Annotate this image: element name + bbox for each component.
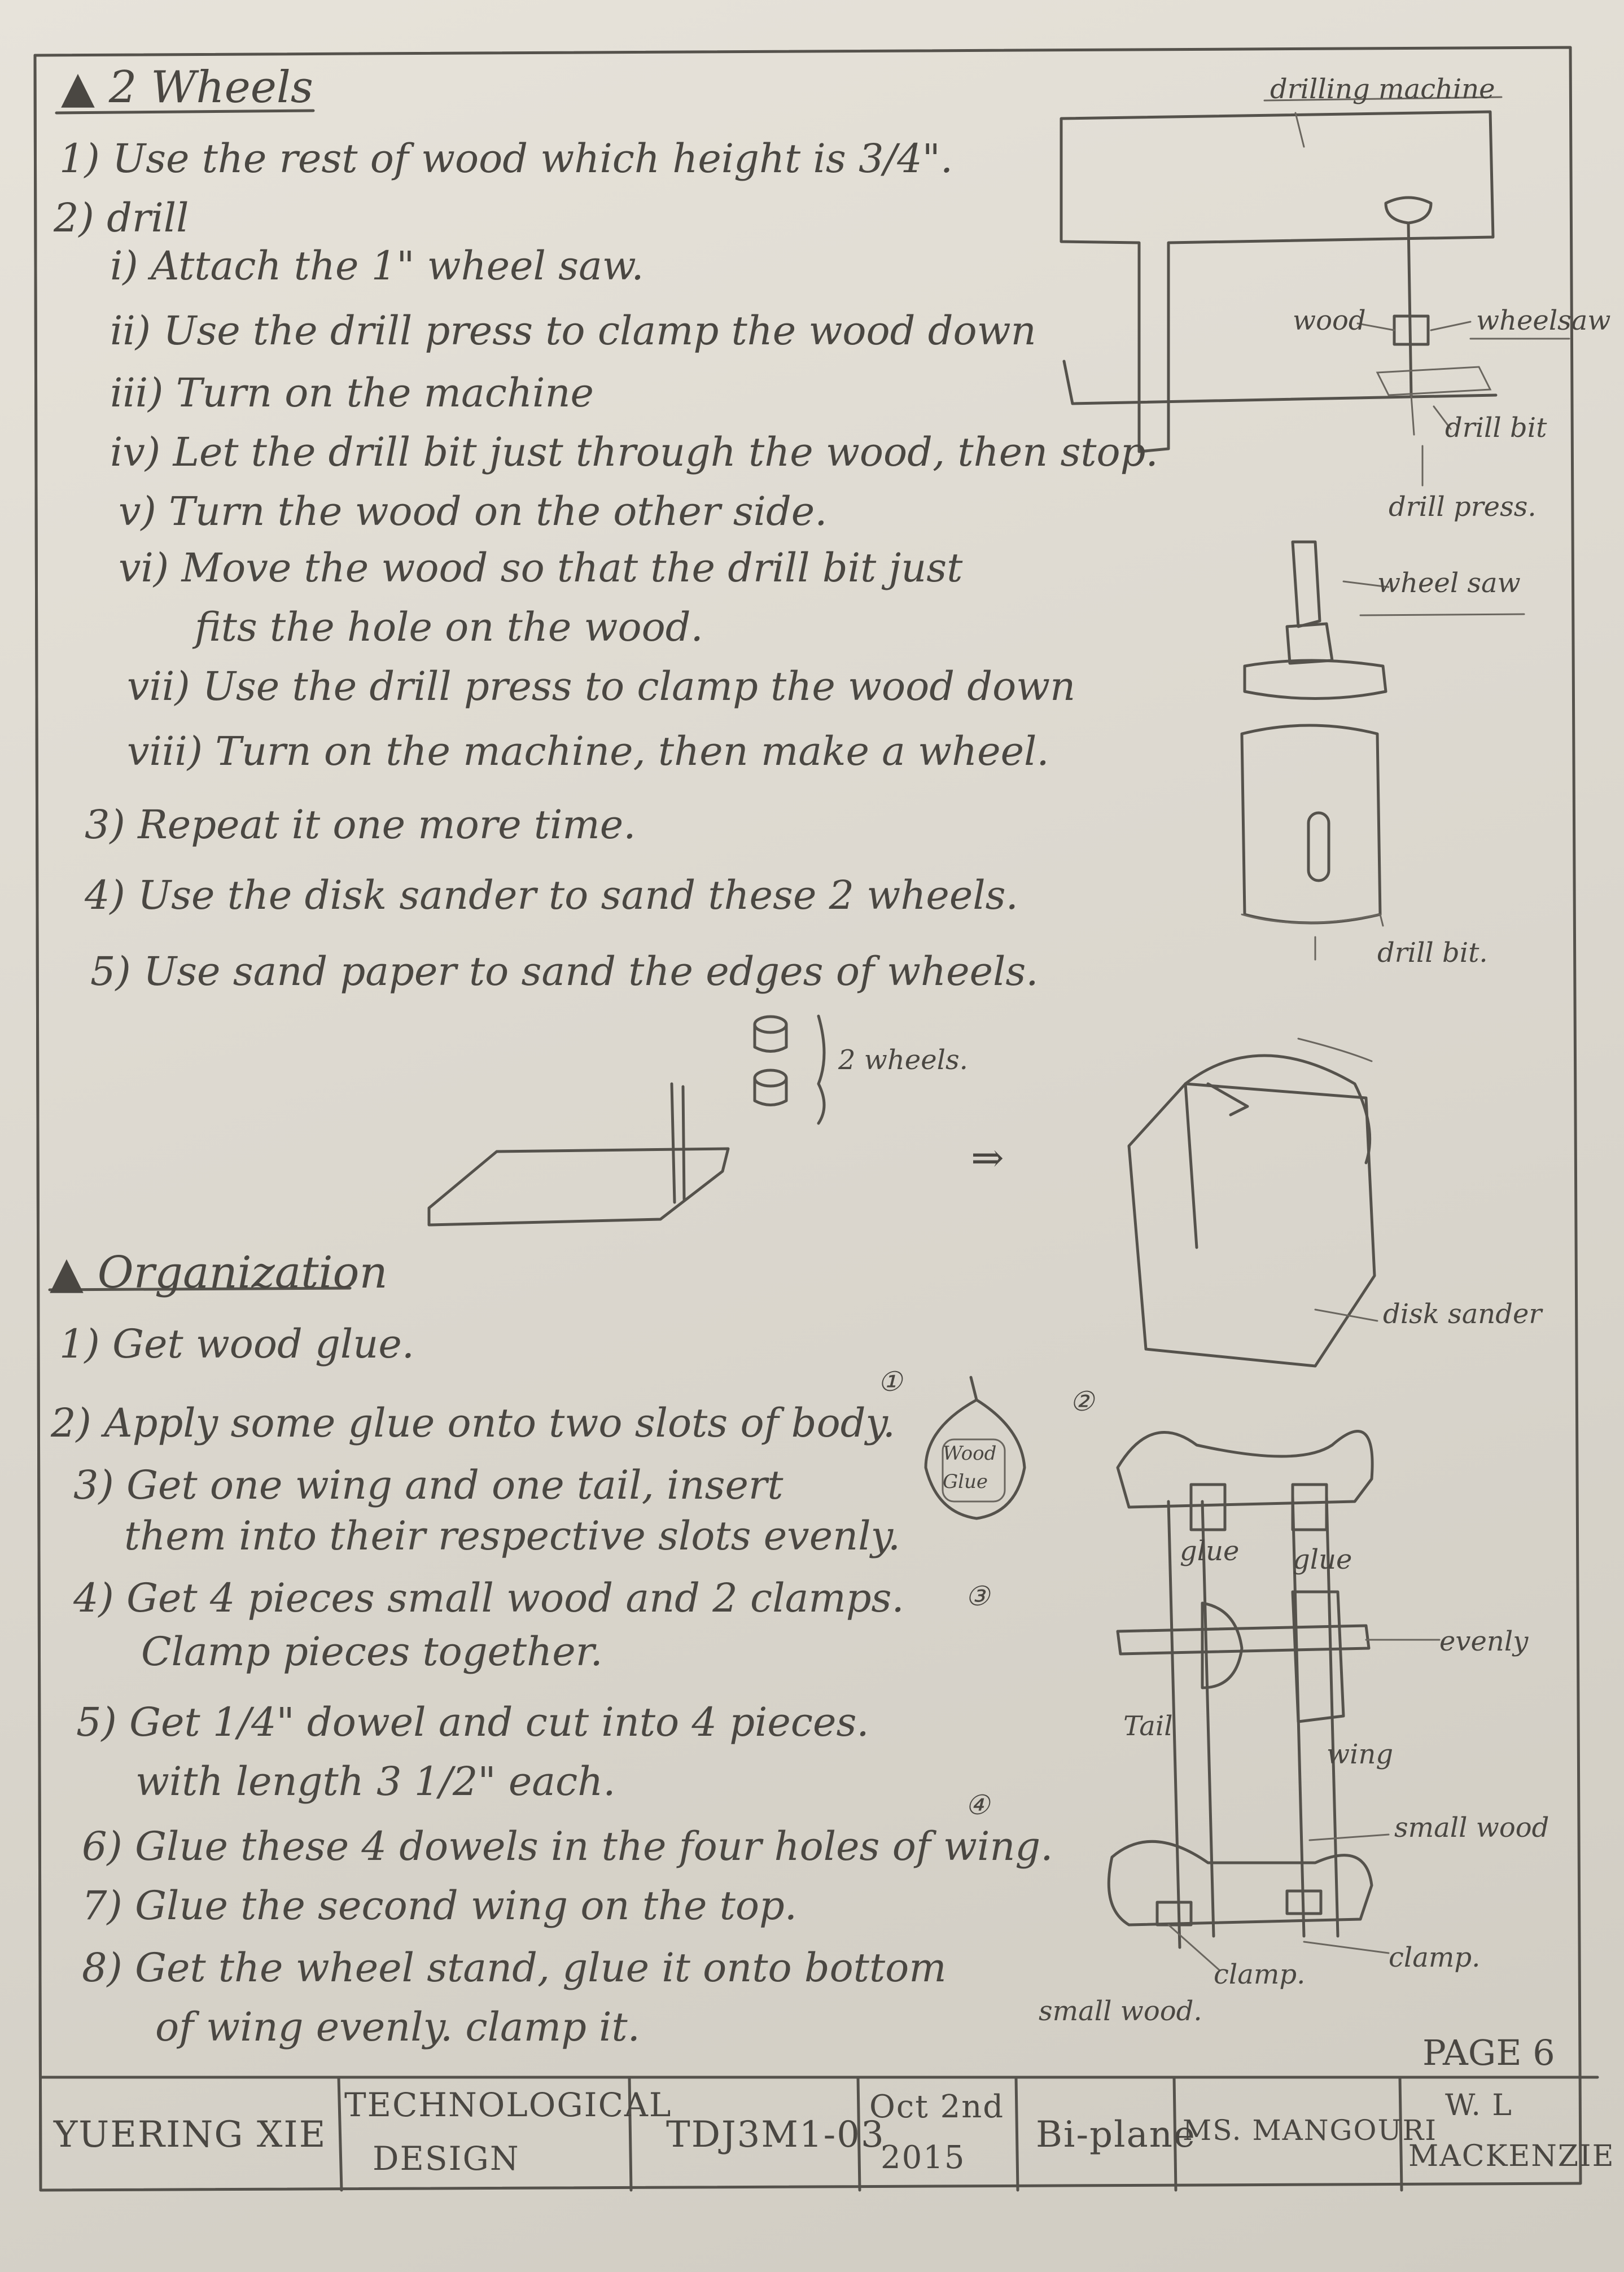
margin-line (35, 55, 41, 2190)
arrow-icon: ⇒ (971, 1135, 1004, 1181)
circle-1-label: ① (878, 1366, 903, 1398)
wheels-step: i) Attach the 1" wheel saw. (110, 243, 644, 289)
organization-step: 3) Get one wing and one tail, insert (73, 1462, 783, 1508)
label-small-wood-2: small wood. (1039, 1995, 1202, 2027)
label-glue-a: glue (1180, 1535, 1240, 1567)
label-wheelsaw: wheelsaw (1476, 305, 1611, 336)
wheels-step: fits the hole on the wood. (195, 604, 703, 650)
footer-code: TDJ3M1-03 (666, 2114, 885, 2156)
circle-3-label: ③ (965, 1581, 990, 1612)
glue-bottle-label: Glue (943, 1470, 988, 1493)
label-evenly: evenly (1439, 1626, 1529, 1657)
organization-step: 6) Glue these 4 dowels in the four holes of wing. (82, 1823, 1053, 1870)
label-drill-press: drill press. (1389, 491, 1537, 523)
organization-step: 5) Get 1/4" dowel and cut into 4 pieces. (76, 1699, 869, 1745)
wheels-step: 1) Use the rest of wood which height is 3/4". (59, 135, 953, 182)
label-glue-b: glue (1293, 1544, 1352, 1575)
wheels-step: 4) Use the disk sander to sand these 2 wheels. (85, 872, 1018, 918)
wheels-step: viii) Turn on the machine, then make a wheel. (127, 728, 1049, 774)
label-disk-sander: disk sander (1383, 1298, 1542, 1330)
page-number: PAGE 6 (1422, 2032, 1555, 2073)
wheels-heading: ▲ 2 Wheels (61, 62, 313, 113)
organization-heading: ▲ Organization (50, 1247, 388, 1298)
organization-step: 7) Glue the second wing on the top. (82, 1883, 798, 1929)
label-two-wheels: 2 wheels. (838, 1044, 968, 1076)
label-drilling-machine: drilling machine (1270, 73, 1495, 105)
wheel-saw-sketch (1242, 542, 1524, 960)
label-clamp: clamp. (1389, 1942, 1481, 1973)
circle-2-label: ② (1070, 1386, 1095, 1417)
organization-step: 4) Get 4 pieces small wood and 2 clamps. (73, 1575, 904, 1621)
wheels-step: 5) Use sand paper to sand the edges of wheels. (90, 948, 1039, 995)
footer-date: Oct 2nd (869, 2089, 1005, 2125)
disk-sander-sketch (1129, 1039, 1377, 1366)
footer-school: MACKENZIE (1408, 2139, 1615, 2173)
wheels-step: 3) Repeat it one more time. (85, 802, 636, 848)
wheels-step: iii) Turn on the machine (110, 370, 594, 416)
label-wheel-saw: wheel saw (1377, 567, 1521, 599)
footer-name: YUERING XIE (54, 2114, 327, 2156)
label-drill-bit: drill bit (1445, 412, 1547, 444)
label-clamp-2: clamp. (1214, 1959, 1306, 1990)
footer-teacher: MS. MANGOURI (1183, 2114, 1437, 2147)
organization-step: with length 3 1/2" each. (135, 1758, 616, 1805)
organization-step: 8) Get the wheel stand, glue it onto bottom (82, 1945, 947, 1991)
wheels-step: 2) drill (54, 195, 189, 241)
wheels-step: vii) Use the drill press to clamp the wood down (127, 663, 1076, 710)
organization-step: them into their respective slots evenly. (124, 1513, 901, 1559)
organization-step: 1) Get wood glue. (59, 1321, 415, 1367)
footer-project: Bi-plane (1036, 2114, 1196, 2156)
organization-step: Clamp pieces together. (141, 1629, 603, 1675)
footer-school: W. L (1445, 2089, 1513, 2122)
biplane-assembly-sketch (1109, 1432, 1439, 1971)
organization-step: of wing evenly. clamp it. (155, 2004, 640, 2050)
label-wood: wood (1293, 305, 1366, 336)
wheels-step: vi) Move the wood so that the drill bit just (119, 545, 963, 591)
label-drill-bit-2: drill bit. (1377, 937, 1488, 969)
footer-year: 2015 (881, 2139, 966, 2176)
organization-step: 2) Apply some glue onto two slots of body. (51, 1400, 896, 1446)
footer-course: DESIGN (373, 2139, 520, 2178)
board-sketch (429, 1016, 824, 1225)
circle-4-label: ④ (965, 1789, 990, 1821)
wheels-step: ii) Use the drill press to clamp the wood down (110, 308, 1036, 354)
label-wing: wing (1327, 1739, 1394, 1770)
label-tail: Tail (1123, 1710, 1173, 1742)
glue-bottle-label: Wood (943, 1442, 997, 1465)
footer-course: TECHNOLOGICAL (344, 2086, 672, 2124)
wheels-step: iv) Let the drill bit just through the wood, then stop. (110, 429, 1158, 475)
label-small-wood: small wood (1394, 1812, 1549, 1844)
wheels-step: v) Turn the wood on the other side. (119, 488, 828, 535)
